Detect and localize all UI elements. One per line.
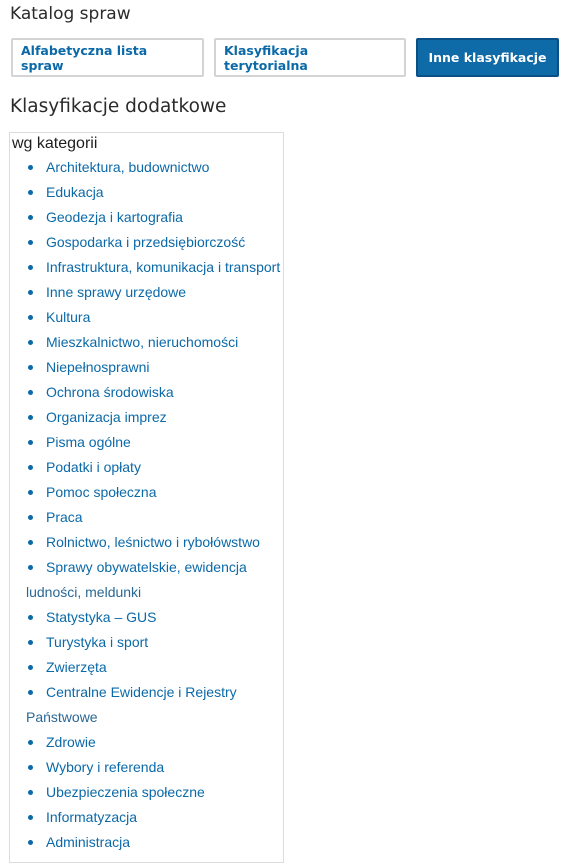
page-title: Katalog spraw (10, 4, 131, 24)
list-item (10, 830, 290, 855)
category-link[interactable] (26, 559, 290, 605)
category-link[interactable]: Wybory i referenda (46, 759, 165, 775)
list-item (10, 455, 290, 480)
list-item (10, 205, 290, 230)
category-link[interactable]: Organizacja imprez (46, 409, 167, 425)
bullet-icon (28, 515, 33, 520)
bullet-icon (28, 190, 33, 195)
bullet-icon (28, 615, 33, 620)
category-link[interactable]: Informatyzacja (46, 809, 138, 825)
category-link[interactable]: Podatki i opłaty (46, 459, 141, 475)
list-item (10, 355, 290, 380)
category-link[interactable]: Ubezpieczenia społeczne (46, 784, 205, 800)
list-item (10, 780, 290, 805)
category-link[interactable]: Pisma ogólne (46, 434, 131, 450)
bullet-icon (28, 665, 33, 670)
category-link-line2: ludności, meldunki (26, 584, 142, 600)
bullet-icon (28, 490, 33, 495)
list-item (10, 430, 290, 455)
category-link[interactable]: Kultura (46, 309, 91, 325)
bullet-icon (28, 540, 33, 545)
category-link[interactable]: Zdrowie (46, 734, 96, 750)
bullet-icon (28, 240, 33, 245)
panel-heading: wg kategorii (12, 135, 98, 152)
list-item (10, 755, 290, 780)
bullet-icon (28, 165, 33, 170)
category-link[interactable]: Niepełnosprawni (46, 359, 150, 375)
category-link-line2: Państwowe (26, 709, 98, 725)
category-link-line1: Sprawy obywatelskie, ewidencja (46, 559, 247, 575)
category-link[interactable]: Statystyka – GUS (46, 609, 157, 625)
tab-alphabetical-list[interactable]: Alfabetyczna lista spraw (11, 38, 204, 77)
bullet-icon (28, 565, 33, 570)
list-item (10, 255, 290, 280)
category-link[interactable]: Gospodarka i przedsiębiorczość (46, 234, 246, 250)
list-item (10, 655, 290, 680)
bullet-icon (28, 365, 33, 370)
bullet-icon (28, 315, 33, 320)
tab-other-classifications[interactable]: Inne klasyfikacje (416, 38, 559, 77)
category-link-line1: Centralne Ewidencje i Rejestry (46, 684, 237, 700)
list-item (10, 680, 290, 730)
bullet-icon (28, 440, 33, 445)
bullet-icon (28, 415, 33, 420)
bullet-icon (28, 840, 33, 845)
category-link[interactable]: Edukacja (46, 184, 104, 200)
list-item (10, 155, 290, 180)
category-link[interactable]: Mieszkalnictwo, nieruchomości (46, 334, 239, 350)
list-item (10, 805, 290, 830)
category-link[interactable]: Praca (46, 509, 83, 525)
list-item (10, 605, 290, 630)
bullet-icon (28, 765, 33, 770)
bullet-icon (28, 815, 33, 820)
bullet-icon (28, 740, 33, 745)
category-link[interactable] (26, 684, 290, 730)
category-link[interactable]: Rolnictwo, leśnictwo i rybołówstwo (46, 534, 260, 550)
list-item (10, 230, 290, 255)
bullet-icon (28, 390, 33, 395)
list-item (10, 380, 290, 405)
list-item (10, 330, 290, 355)
category-link[interactable]: Pomoc społeczna (46, 484, 157, 500)
bullet-icon (28, 265, 33, 270)
list-item (10, 730, 290, 755)
category-link[interactable]: Zwierzęta (46, 659, 107, 675)
list-item (10, 505, 290, 530)
list-item (10, 530, 290, 555)
bullet-icon (28, 340, 33, 345)
category-link[interactable]: Administracja (46, 834, 131, 850)
category-link[interactable]: Inne sprawy urzędowe (46, 284, 187, 300)
list-item (10, 180, 290, 205)
category-link[interactable]: Geodezja i kartografia (46, 209, 183, 225)
list-item (10, 480, 290, 505)
category-link[interactable]: Infrastruktura, komunikacja i transport (46, 259, 281, 275)
bullet-icon (28, 640, 33, 645)
tab-territorial-classification[interactable]: Klasyfikacja terytorialna (214, 38, 406, 77)
category-link[interactable]: Ochrona środowiska (46, 384, 174, 400)
list-item (10, 630, 290, 655)
category-link[interactable]: Architektura, budownictwo (46, 159, 210, 175)
tab-bar (11, 38, 559, 77)
list-item (10, 305, 290, 330)
bullet-icon (28, 215, 33, 220)
list-item (10, 280, 290, 305)
category-panel (9, 132, 284, 863)
bullet-icon (28, 690, 33, 695)
bullet-icon (28, 790, 33, 795)
category-link[interactable]: Turystyka i sport (46, 634, 149, 650)
bullet-icon (28, 465, 33, 470)
category-list (10, 155, 290, 855)
bullet-icon (28, 290, 33, 295)
list-item (10, 555, 290, 605)
list-item (10, 405, 290, 430)
section-title: Klasyfikacje dodatkowe (10, 96, 227, 117)
